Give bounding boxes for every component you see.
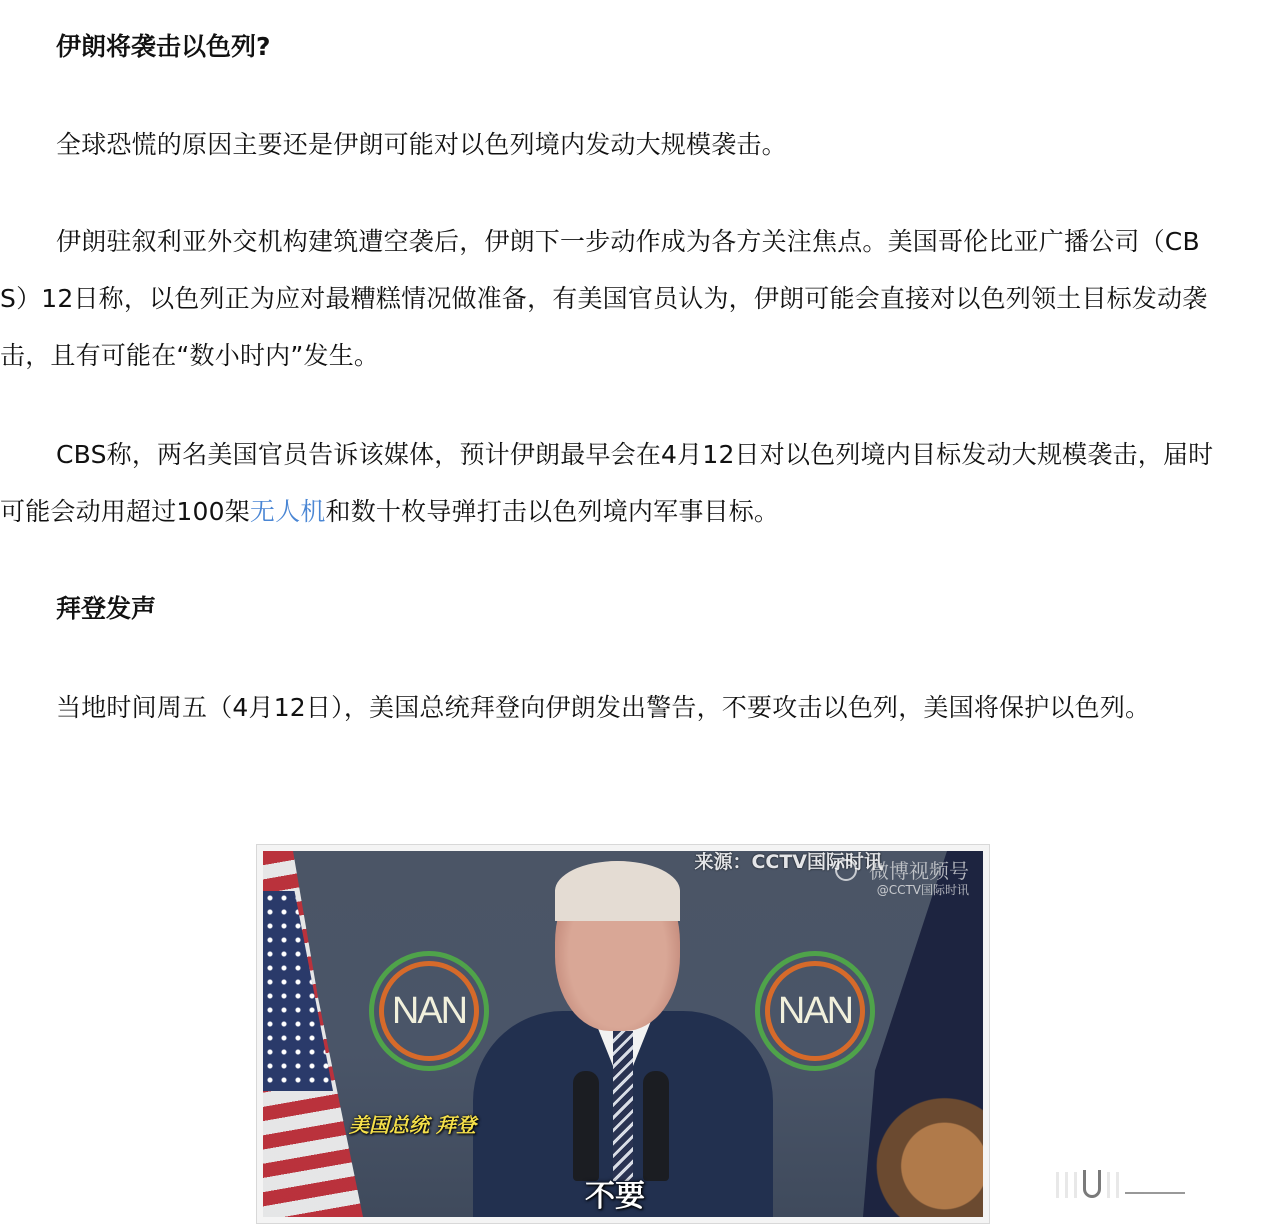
section-heading-biden: 拜登发声 (56, 594, 157, 623)
weibo-icon (835, 859, 857, 881)
nan-logo-text: NAN (777, 989, 853, 1032)
video-handle-watermark: @CCTV国际时讯 (876, 883, 969, 897)
page-watermark (1056, 1166, 1185, 1198)
section-heading-iran-attack: 伊朗将袭击以色列? (56, 32, 271, 61)
watermark-glyph (1065, 1172, 1068, 1198)
watermark-glyph (1056, 1172, 1059, 1198)
video-channel-watermark: 微博视频号 (869, 859, 969, 883)
watermark-glyph (1083, 1170, 1101, 1198)
watermark-glyph (1107, 1172, 1110, 1198)
drone-link[interactable]: 无人机 (249, 497, 326, 526)
speaker-hair (555, 861, 680, 921)
paragraph-cbs-report: 伊朗驻叙利亚外交机构建筑遭空袭后，伊朗下一步动作成为各方关注焦点。美国哥伦比亚广播公司（CBS）12日称，以色列正为应对最糟糕情况做准备，有美国官员认为，伊朗可能会直接对以色列领土目标发动袭击，且有可能在“数小时内”发生。 (0, 227, 1208, 370)
nan-logo-text: NAN (391, 989, 467, 1032)
paragraph-global-panic: 全球恐慌的原因主要还是伊朗可能对以色列境内发动大规模袭击。 (56, 130, 787, 159)
video-source-watermark: 来源：CCTV国际时讯 (694, 851, 883, 873)
paragraph-drone-attack (0, 426, 1228, 540)
video-frame[interactable] (263, 851, 983, 1217)
paragraph-biden-warning: 当地时间周五（4月12日），美国总统拜登向伊朗发出警告，不要攻击以色列，美国将保护以色列。 (56, 693, 1151, 722)
paragraph-drone-attack-text-after: 和数十枚导弹打击以色列境内军事目标。 (325, 497, 780, 526)
speaker-tie (613, 1031, 633, 1181)
watermark-glyph (1116, 1172, 1119, 1198)
us-flag-stars (263, 891, 333, 1091)
speaker-figure (473, 861, 773, 1217)
nan-logo-right (755, 951, 875, 1071)
watermark-underline (1125, 1192, 1185, 1194)
microphone-left (573, 1071, 599, 1181)
video-thumbnail-figure[interactable] (256, 844, 990, 1224)
video-caption-name: 美国总统 拜登 (349, 1113, 476, 1137)
paragraph-drone-attack-text-before: CBS称，两名美国官员告诉该媒体，预计伊朗最早会在4月12日对以色列境内目标发动大规模袭击，届时可能会动用超过100架 (0, 440, 1214, 526)
microphone-right (643, 1071, 669, 1181)
nan-logo-left (369, 951, 489, 1071)
watermark-glyph (1074, 1172, 1077, 1198)
video-subtitle: 不要 (585, 1179, 645, 1214)
